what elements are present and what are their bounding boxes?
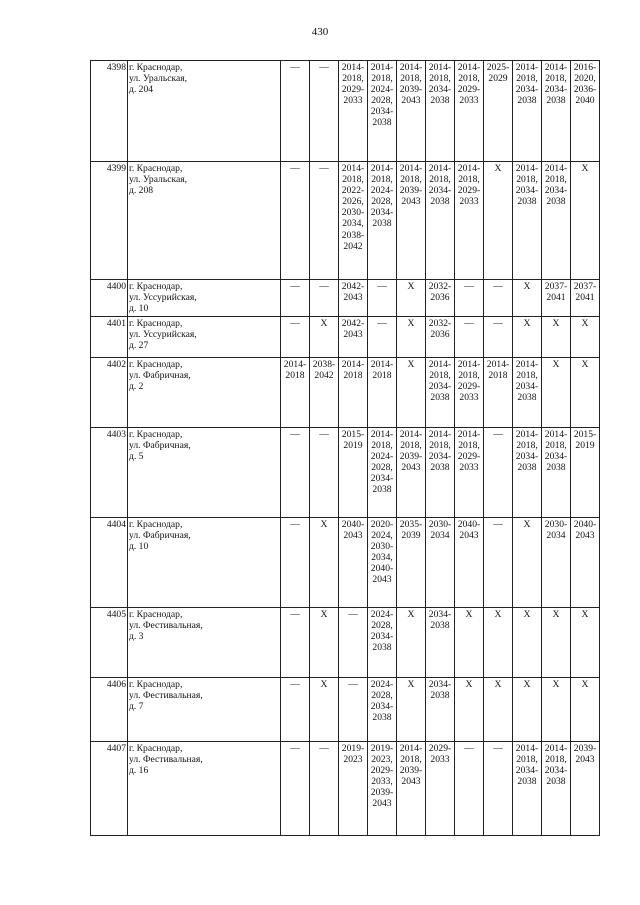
schedule-cell: 2014- 2018, 2029- 2033 (455, 358, 484, 428)
schedule-cell: X (571, 162, 600, 280)
row-address: г. Краснодар, ул. Уральская, д. 208 (128, 162, 281, 280)
row-address: г. Краснодар, ул. Фестивальная, д. 16 (128, 742, 281, 836)
schedule-cell: X (513, 608, 542, 678)
schedule-cell: X (542, 678, 571, 742)
schedule-cell: X (310, 678, 339, 742)
schedule-cell: — (455, 317, 484, 358)
table-row (91, 518, 600, 608)
schedule-cell: X (455, 678, 484, 742)
schedule-cell: — (310, 162, 339, 280)
schedule-cell: X (455, 608, 484, 678)
schedule-cell: 2015- 2019 (339, 428, 368, 518)
schedule-cell: X (513, 518, 542, 608)
schedule-cell: X (571, 608, 600, 678)
schedule-cell: 2014- 2018, 2039- 2043 (397, 61, 426, 162)
schedule-cell: 2040- 2043 (455, 518, 484, 608)
row-address: г. Краснодар, ул. Уральская, д. 204 (128, 61, 281, 162)
schedule-cell: 2014- 2018, 2029- 2033 (455, 428, 484, 518)
schedule-cell: 2032- 2036 (426, 317, 455, 358)
schedule-cell: X (542, 317, 571, 358)
schedule-cell: — (339, 678, 368, 742)
schedule-cell: — (484, 428, 513, 518)
table-row (91, 678, 600, 742)
schedule-cell: 2038- 2042 (310, 358, 339, 428)
schedule-cell: X (571, 358, 600, 428)
schedule-cell: 2014- 2018, 2034- 2038 (542, 742, 571, 836)
schedule-cell: — (310, 428, 339, 518)
row-number: 4401 (91, 317, 128, 358)
schedule-cell: 2024- 2028, 2034- 2038 (368, 678, 397, 742)
row-address: г. Краснодар, ул. Фестивальная, д. 3 (128, 608, 281, 678)
schedule-cell: 2014- 2018 (368, 358, 397, 428)
row-number: 4405 (91, 608, 128, 678)
schedule-cell: 2014- 2018, 2029- 2033 (455, 162, 484, 280)
table-row (91, 280, 600, 317)
schedule-cell: 2014- 2018, 2024- 2028, 2034- 2038 (368, 61, 397, 162)
row-number: 4404 (91, 518, 128, 608)
schedule-cell: 2040- 2043 (339, 518, 368, 608)
schedule-cell: X (310, 317, 339, 358)
schedule-cell: X (397, 608, 426, 678)
schedule-cell: — (339, 608, 368, 678)
schedule-cell: — (368, 317, 397, 358)
schedule-cell: 2032- 2036 (426, 280, 455, 317)
row-number: 4406 (91, 678, 128, 742)
schedule-cell: — (484, 742, 513, 836)
schedule-cell: — (455, 280, 484, 317)
schedule-cell: 2014- 2018, 2029- 2033 (339, 61, 368, 162)
schedule-cell: 2014- 2018, 2039- 2043 (397, 162, 426, 280)
schedule-cell: 2014- 2018, 2034- 2038 (542, 428, 571, 518)
schedule-cell: 2042- 2043 (339, 280, 368, 317)
row-number: 4407 (91, 742, 128, 836)
schedule-cell: 2020- 2024, 2030- 2034, 2040- 2043 (368, 518, 397, 608)
schedule-cell: — (484, 317, 513, 358)
schedule-cell: X (484, 608, 513, 678)
schedule-cell: X (542, 358, 571, 428)
row-address: г. Краснодар, ул. Фабричная, д. 5 (128, 428, 281, 518)
schedule-cell: — (368, 280, 397, 317)
schedule-cell: — (310, 742, 339, 836)
schedule-cell: X (484, 162, 513, 280)
schedule-cell: X (513, 280, 542, 317)
schedule-cell: 2014- 2018, 2034- 2038 (542, 162, 571, 280)
row-number: 4398 (91, 61, 128, 162)
schedule-cell: 2014- 2018, 2034- 2038 (513, 428, 542, 518)
schedule-cell: X (397, 678, 426, 742)
schedule-cell: 2016- 2020, 2036- 2040 (571, 61, 600, 162)
schedule-cell: 2014- 2018, 2034- 2038 (426, 162, 455, 280)
schedule-cell: — (455, 742, 484, 836)
row-address: г. Краснодар, ул. Уссурийская, д. 10 (128, 280, 281, 317)
schedule-cell: 2029- 2033 (426, 742, 455, 836)
table-row (91, 162, 600, 280)
schedule-cell: X (310, 608, 339, 678)
schedule-cell: X (397, 358, 426, 428)
schedule-cell: X (571, 678, 600, 742)
schedule-cell: X (484, 678, 513, 742)
schedule-cell: 2035- 2039 (397, 518, 426, 608)
schedule-cell: 2014- 2018 (339, 358, 368, 428)
schedule-cell: — (484, 280, 513, 317)
schedule-cell: 2014- 2018, 2034- 2038 (513, 742, 542, 836)
schedule-cell: — (281, 678, 310, 742)
schedule-cell: — (281, 518, 310, 608)
schedule-cell: X (513, 678, 542, 742)
schedule-cell: 2014- 2018, 2029- 2033 (455, 61, 484, 162)
table-row (91, 428, 600, 518)
repair-schedule-table (90, 60, 600, 836)
schedule-cell: — (281, 317, 310, 358)
row-number: 4403 (91, 428, 128, 518)
schedule-cell: 2019- 2023 (339, 742, 368, 836)
schedule-cell: 2014- 2018, 2034- 2038 (426, 61, 455, 162)
schedule-cell: 2040- 2043 (571, 518, 600, 608)
schedule-cell: 2014- 2018, 2034- 2038 (542, 61, 571, 162)
schedule-cell: X (397, 317, 426, 358)
schedule-cell: 2030- 2034 (426, 518, 455, 608)
schedule-cell: X (397, 280, 426, 317)
schedule-cell: — (484, 518, 513, 608)
schedule-cell: X (571, 317, 600, 358)
schedule-cell: 2019- 2023, 2029- 2033, 2039- 2043 (368, 742, 397, 836)
schedule-cell: 2014- 2018 (484, 358, 513, 428)
schedule-cell: — (281, 742, 310, 836)
page-number: 430 (311, 26, 329, 38)
schedule-cell: — (310, 61, 339, 162)
schedule-cell: 2014- 2018, 2034- 2038 (513, 162, 542, 280)
schedule-cell: X (513, 317, 542, 358)
schedule-cell: 2014- 2018, 2039- 2043 (397, 742, 426, 836)
row-number: 4402 (91, 358, 128, 428)
schedule-cell: 2039- 2043 (571, 742, 600, 836)
schedule-cell: 2034- 2038 (426, 678, 455, 742)
row-address: г. Краснодар, ул. Фабричная, д. 2 (128, 358, 281, 428)
schedule-cell: X (542, 608, 571, 678)
schedule-cell: 2034- 2038 (426, 608, 455, 678)
schedule-cell: — (310, 280, 339, 317)
schedule-cell: 2015- 2019 (571, 428, 600, 518)
schedule-cell: 2014- 2018, 2034- 2038 (513, 358, 542, 428)
table-row (91, 742, 600, 836)
table-row (91, 61, 600, 162)
row-number: 4399 (91, 162, 128, 280)
schedule-cell: 2014- 2018, 2039- 2043 (397, 428, 426, 518)
schedule-cell: — (281, 608, 310, 678)
table-row (91, 358, 600, 428)
row-address: г. Краснодар, ул. Уссурийская, д. 27 (128, 317, 281, 358)
schedule-cell: 2014- 2018, 2024- 2028, 2034- 2038 (368, 162, 397, 280)
schedule-cell: 2014- 2018 (281, 358, 310, 428)
table-row (91, 608, 600, 678)
schedule-cell: 2014- 2018, 2034- 2038 (426, 428, 455, 518)
schedule-cell: — (281, 280, 310, 317)
schedule-cell: 2042- 2043 (339, 317, 368, 358)
schedule-cell: 2014- 2018, 2034- 2038 (513, 61, 542, 162)
schedule-cell: — (281, 162, 310, 280)
row-address: г. Краснодар, ул. Фестивальная, д. 7 (128, 678, 281, 742)
schedule-cell: 2037- 2041 (542, 280, 571, 317)
schedule-cell: 2030- 2034 (542, 518, 571, 608)
schedule-cell: X (310, 518, 339, 608)
schedule-cell: 2037- 2041 (571, 280, 600, 317)
schedule-cell: 2014- 2018, 2034- 2038 (426, 358, 455, 428)
schedule-cell: — (281, 61, 310, 162)
schedule-cell: 2024- 2028, 2034- 2038 (368, 608, 397, 678)
schedule-cell: 2025- 2029 (484, 61, 513, 162)
schedule-cell: 2014- 2018, 2022- 2026, 2030- 2034, 2038- 2042 (339, 162, 368, 280)
schedule-cell: 2014- 2018, 2024- 2028, 2034- 2038 (368, 428, 397, 518)
table-row (91, 317, 600, 358)
row-address: г. Краснодар, ул. Фабричная, д. 10 (128, 518, 281, 608)
schedule-cell: — (281, 428, 310, 518)
row-number: 4400 (91, 280, 128, 317)
